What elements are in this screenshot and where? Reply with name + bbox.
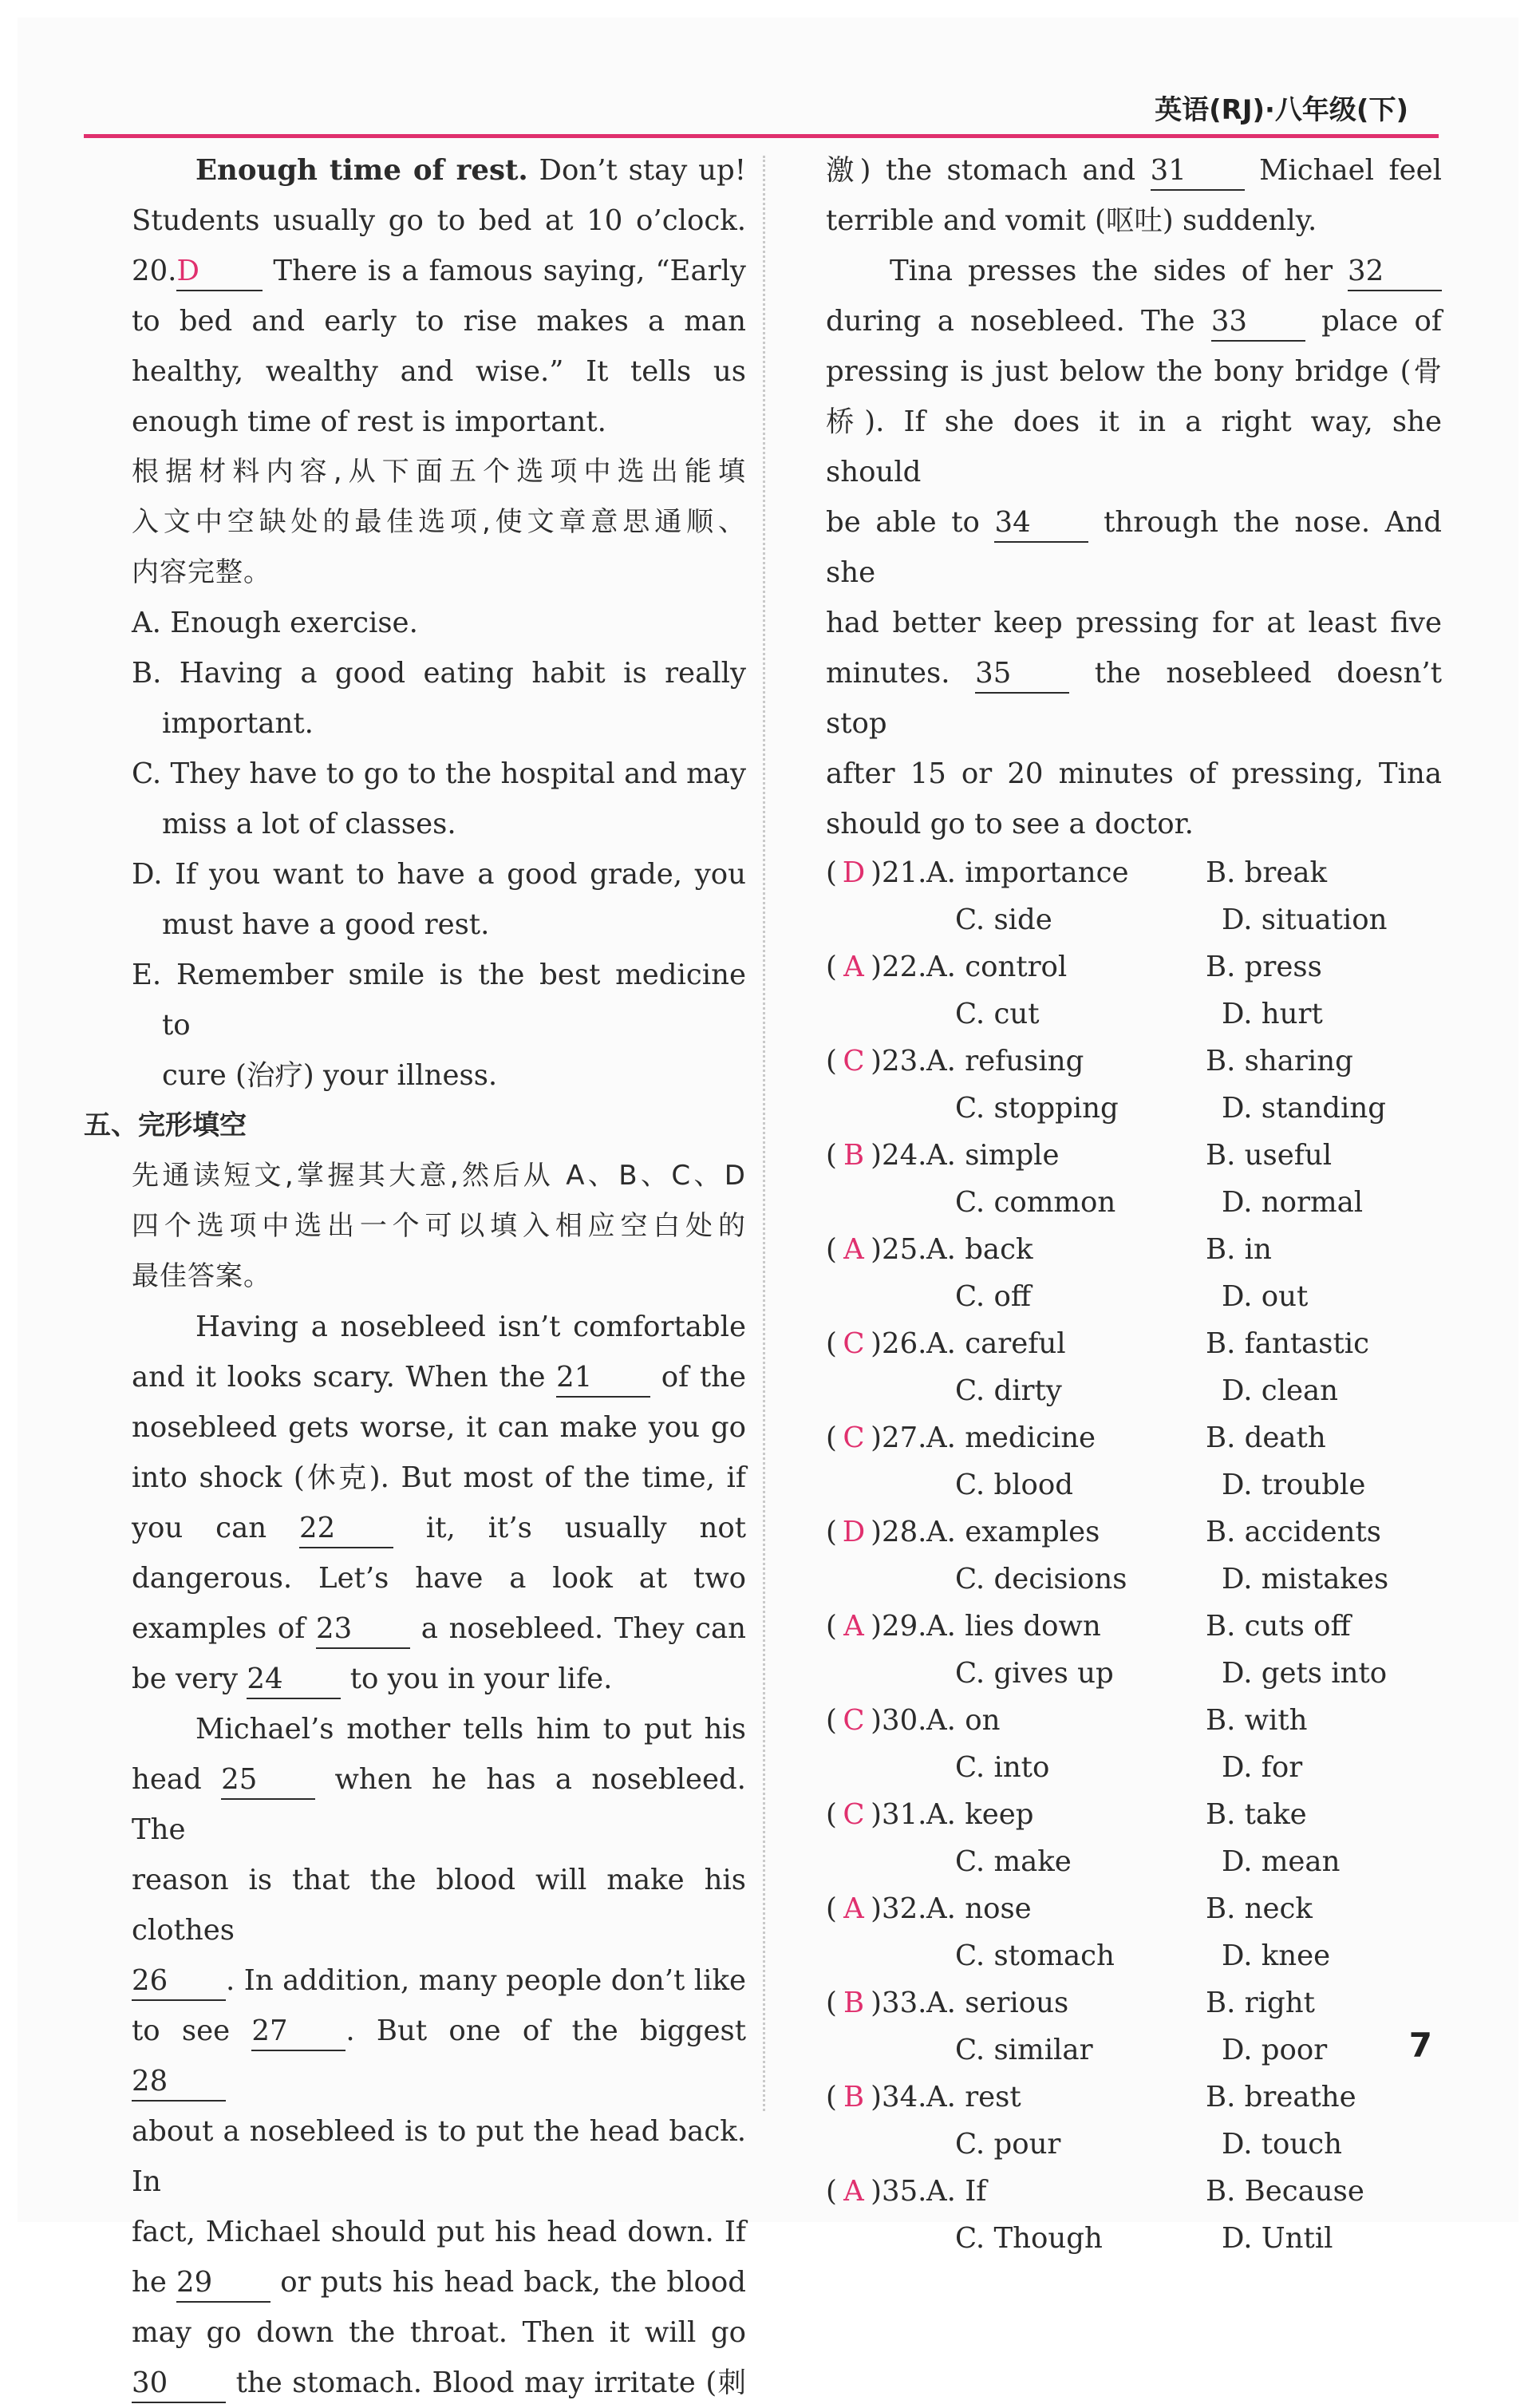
passage-line xyxy=(826,497,1442,598)
question-row xyxy=(826,1320,1442,1367)
option-e-cont: cure (治疗) your illness. xyxy=(162,1059,498,1092)
option-e: E. Remember smile is the best medicine to xyxy=(132,959,746,1042)
choice-c: C. off xyxy=(955,1280,1032,1313)
question-number: 26. xyxy=(882,1327,927,1360)
question-row-choices xyxy=(826,2121,1442,2168)
answer-bracket: ( C ) xyxy=(826,1791,882,1838)
choice-b: B. with xyxy=(1206,1704,1308,1737)
option-c-cont: miss a lot of classes. xyxy=(162,808,456,840)
choice-d: D. clean xyxy=(1222,1374,1339,1407)
question-number: 33. xyxy=(882,1987,927,2019)
text: when he has a nosebleed. The xyxy=(132,1763,746,1846)
question-row xyxy=(826,1697,1442,1744)
blank-30: 30 xyxy=(132,2365,226,2403)
passage-line xyxy=(826,145,1442,196)
text: or puts his head back, the blood xyxy=(280,2266,746,2299)
passage-line: fact, Michael should put his head down. If xyxy=(132,2216,746,2248)
question-row-choices xyxy=(826,1650,1442,1697)
passage-line: may go down the throat. Then it will go xyxy=(132,2316,746,2349)
question-row-choices xyxy=(826,1179,1442,1226)
answer-letter: B xyxy=(843,1139,865,1172)
choice-d: D. for xyxy=(1222,1751,1303,1784)
answer-letter: C xyxy=(843,1798,865,1831)
answer-letter: C xyxy=(843,1704,865,1737)
blank-33: 33 xyxy=(1211,303,1305,342)
text: place of xyxy=(1321,305,1442,338)
question-row xyxy=(826,1508,1442,1556)
answer-letter: D xyxy=(842,856,866,889)
choice-a: A. rest xyxy=(926,2081,1021,2113)
choice-c: C. make xyxy=(955,1845,1072,1878)
question-row xyxy=(826,1038,1442,1085)
answer-bracket: ( B ) xyxy=(826,1132,882,1179)
passage-line xyxy=(826,246,1442,296)
text: Michael feel xyxy=(1259,154,1442,187)
answer-bracket: ( A ) xyxy=(826,943,882,990)
choice-c: C. common xyxy=(955,1186,1116,1219)
passage-line: reason is that the blood will make his clothes xyxy=(132,1864,746,1947)
choice-a: A. control xyxy=(926,951,1068,983)
question-number: 22. xyxy=(882,951,927,983)
question-number: 21. xyxy=(882,856,927,889)
question-number: 34. xyxy=(882,2081,927,2113)
question-row-choices xyxy=(826,896,1442,943)
text: . But one of the biggest xyxy=(346,2015,746,2047)
column-divider xyxy=(763,156,765,2111)
choice-a: A. examples xyxy=(926,1516,1100,1548)
text-line: enough time of rest is important. xyxy=(132,405,606,438)
option-d: D. If you want to have a good grade, you xyxy=(132,858,746,891)
choice-c: C. stopping xyxy=(955,1092,1119,1125)
instruction-line: 入文中空缺处的最佳选项,使文章意思通顺、 xyxy=(132,506,746,538)
text: it, it’s usually not xyxy=(425,1512,746,1544)
answer-letter: A xyxy=(843,1233,864,1266)
text: to you in your life. xyxy=(349,1663,613,1695)
instruction-line: 内容完整。 xyxy=(132,556,271,588)
question-row-choices xyxy=(826,990,1442,1038)
answer-bracket: ( A ) xyxy=(826,1885,882,1932)
choice-b: B. accidents xyxy=(1206,1516,1382,1548)
choice-d: D. normal xyxy=(1222,1186,1364,1219)
answer-bracket: ( A ) xyxy=(826,1226,882,1273)
question-number: 29. xyxy=(882,1610,927,1643)
answer-letter: A xyxy=(843,951,864,983)
question-row xyxy=(826,1414,1442,1461)
header-rule xyxy=(84,134,1439,138)
question-row xyxy=(826,1885,1442,1932)
question-row-choices xyxy=(826,1556,1442,1603)
blank-25: 25 xyxy=(221,1762,315,1800)
question-row-choices xyxy=(826,1838,1442,1885)
question-row xyxy=(826,2074,1442,2121)
answer-letter: A xyxy=(843,2175,864,2208)
choice-b: B. in xyxy=(1206,1233,1272,1266)
option-a: A. Enough exercise. xyxy=(132,607,418,639)
page-number: 7 xyxy=(1408,2026,1432,2065)
choice-b: B. breathe xyxy=(1206,2081,1356,2113)
choice-b: B. right xyxy=(1206,1987,1315,2019)
choice-b: B. death xyxy=(1206,1421,1326,1454)
answer-bracket: ( D ) xyxy=(826,849,882,896)
answer-bracket: ( A ) xyxy=(826,1603,882,1650)
passage-line xyxy=(132,1654,746,1704)
choice-a: A. on xyxy=(926,1704,1001,1737)
passage-line xyxy=(132,2358,746,2408)
blank-22: 22 xyxy=(299,1510,393,1548)
blank-32: 32 xyxy=(1348,253,1442,291)
passage-line: into shock (休克). But most of the time, if xyxy=(132,1461,746,1494)
blank-27: 27 xyxy=(251,2013,346,2051)
blank-23: 23 xyxy=(316,1611,410,1649)
question-row-choices xyxy=(826,1273,1442,1320)
text: the stomach. Blood may irritate (刺 xyxy=(235,2366,746,2399)
section-title: 五、完形填空 xyxy=(84,1109,247,1141)
blank-31: 31 xyxy=(1151,152,1245,191)
text: a nosebleed. They can xyxy=(421,1612,747,1645)
question-number: 27. xyxy=(882,1421,927,1454)
text: be able to xyxy=(826,506,980,539)
question-number: 35. xyxy=(882,2175,927,2208)
choice-b: B. useful xyxy=(1206,1139,1333,1172)
text: to see xyxy=(132,2015,231,2047)
choice-a: A. nose xyxy=(926,1892,1032,1925)
bold-heading: Enough time of rest. xyxy=(195,154,528,187)
text: and it looks scary. When the xyxy=(132,1361,546,1394)
answer-letter: B xyxy=(843,1987,865,2019)
choice-d: D. mean xyxy=(1222,1845,1341,1878)
passage-line: had better keep pressing for at least five xyxy=(826,607,1442,639)
choice-b: B. press xyxy=(1206,951,1322,983)
choice-b: B. cuts off xyxy=(1206,1610,1351,1643)
question-number: 25. xyxy=(882,1233,927,1266)
answer-letter: C xyxy=(843,1421,865,1454)
left-column xyxy=(84,145,747,2408)
answer-letter: A xyxy=(843,1610,864,1643)
question-number: 24. xyxy=(882,1139,927,1172)
answer-letter: A xyxy=(843,1892,864,1925)
text: during a nosebleed. The xyxy=(826,305,1195,338)
choice-d: D. knee xyxy=(1222,1939,1331,1972)
blank-26: 26 xyxy=(132,1963,226,2001)
choice-a: A. serious xyxy=(926,1987,1069,2019)
text: you can xyxy=(132,1512,267,1544)
answer-letter: D xyxy=(842,1516,866,1548)
text: examples of xyxy=(132,1612,306,1645)
choice-a: A. refusing xyxy=(926,1045,1084,1077)
choice-c: C. into xyxy=(955,1751,1050,1784)
question-row-choices xyxy=(826,1367,1442,1414)
choice-c: C. similar xyxy=(955,2034,1093,2066)
text: of the xyxy=(661,1361,746,1394)
passage-line xyxy=(132,1603,746,1654)
passage-line: after 15 or 20 minutes of pressing, Tina xyxy=(826,757,1442,790)
choice-d: D. touch xyxy=(1222,2128,1343,2161)
choice-a: A. medicine xyxy=(926,1421,1096,1454)
question-row xyxy=(826,849,1442,896)
text: minutes. xyxy=(826,657,950,690)
text: the nosebleed doesn’t stop xyxy=(826,657,1442,740)
answer-bracket: ( C ) xyxy=(826,1320,882,1367)
passage-line: Having a nosebleed isn’t comfortable xyxy=(195,1311,746,1343)
blank-35: 35 xyxy=(975,655,1069,694)
blank-28: 28 xyxy=(132,2063,226,2102)
question-row xyxy=(826,1791,1442,1838)
choice-d: D. poor xyxy=(1222,2034,1328,2066)
choice-d: D. gets into xyxy=(1222,1657,1388,1690)
choice-b: B. break xyxy=(1206,856,1328,889)
question-row xyxy=(826,1979,1442,2026)
answer-bracket: ( D ) xyxy=(826,1508,882,1556)
choice-b: B. sharing xyxy=(1206,1045,1353,1077)
answer-blank-20: D xyxy=(176,253,263,291)
text-line: healthy, wealthy and wise.” It tells us xyxy=(132,355,746,388)
choice-c: C. dirty xyxy=(955,1374,1062,1407)
text: C. They have to go to the hospital and may xyxy=(132,757,746,790)
passage-line: pressing is just below the bony bridge (骨 xyxy=(826,355,1442,388)
choice-d: D. standing xyxy=(1222,1092,1386,1125)
blank-34: 34 xyxy=(994,504,1088,543)
choice-d: D. hurt xyxy=(1222,998,1323,1030)
choice-c: C. side xyxy=(955,903,1052,936)
passage-line xyxy=(826,648,1442,749)
question-row-choices xyxy=(826,2026,1442,2074)
question-row-choices xyxy=(826,2215,1442,2262)
instruction-line: 根据材料内容,从下面五个选项中选出能填 xyxy=(132,456,746,488)
choice-a: A. importance xyxy=(926,856,1129,889)
text-line: Students usually go to bed at 10 o’clock. xyxy=(132,204,746,237)
question-row-choices xyxy=(826,1461,1442,1508)
text: head xyxy=(132,1763,202,1796)
passage-line xyxy=(132,2006,746,2106)
question-row-choices xyxy=(826,1932,1442,1979)
question-row xyxy=(826,1603,1442,1650)
blank-21: 21 xyxy=(556,1359,650,1398)
right-column xyxy=(826,145,1442,2262)
choice-c: C. Though xyxy=(955,2222,1103,2255)
choice-a: A. keep xyxy=(926,1798,1034,1831)
question-20 xyxy=(132,246,746,296)
choice-b: B. take xyxy=(1206,1798,1307,1831)
question-number: 30. xyxy=(882,1704,927,1737)
choice-d: D. situation xyxy=(1222,903,1388,936)
section-instruction: 四个选项中选出一个可以填入相应空白处的 xyxy=(132,1210,746,1242)
choice-a: A. lies down xyxy=(926,1610,1101,1643)
choice-c: C. stomach xyxy=(955,1939,1115,1972)
passage-line: about a nosebleed is to put the head back. In xyxy=(132,2115,746,2198)
passage-line xyxy=(826,296,1442,346)
answer-bracket: ( C ) xyxy=(826,1697,882,1744)
question-row xyxy=(826,1132,1442,1179)
choice-a: A. back xyxy=(926,1233,1033,1266)
choice-d: D. Until xyxy=(1222,2222,1333,2255)
choice-d: D. trouble xyxy=(1222,1469,1366,1501)
text: There is a famous saying, “Early xyxy=(273,255,746,287)
passage-line: 桥). If she does it in a right way, she should xyxy=(826,405,1442,488)
question-number: 20. xyxy=(132,255,177,287)
text: . In addition, many people don’t like xyxy=(226,1964,746,1997)
passage-line xyxy=(132,1503,746,1553)
answer-bracket: ( C ) xyxy=(826,1414,882,1461)
passage-line: Michael’s mother tells him to put his xyxy=(195,1713,746,1746)
text: Tina presses the sides of her xyxy=(890,255,1333,287)
question-row xyxy=(826,2168,1442,2215)
text: be very xyxy=(132,1663,239,1695)
choice-b: B. Because xyxy=(1206,2175,1364,2208)
choice-b: B. neck xyxy=(1206,1892,1313,1925)
passage-line xyxy=(132,1754,746,1855)
passage-line: nosebleed gets worse, it can make you go xyxy=(132,1411,746,1444)
passage-line xyxy=(132,1352,746,1402)
text-line: to bed and early to rise makes a man xyxy=(132,305,746,338)
answer-letter: C xyxy=(843,1045,865,1077)
question-row-choices xyxy=(826,1085,1442,1132)
choice-b: B. fantastic xyxy=(1206,1327,1369,1360)
question-number: 32. xyxy=(882,1892,927,1925)
passage-line xyxy=(132,2257,746,2307)
choice-a: A. simple xyxy=(926,1139,1060,1172)
choice-a: A. If xyxy=(926,2175,987,2208)
answer-bracket: ( A ) xyxy=(826,2168,882,2215)
answer-bracket: ( C ) xyxy=(826,1038,882,1085)
passage-line: should go to see a doctor. xyxy=(826,808,1194,840)
section-instruction: 最佳答案。 xyxy=(132,1260,271,1292)
text: 激) the stomach and xyxy=(826,154,1136,187)
text: he xyxy=(132,2266,167,2299)
question-row xyxy=(826,1226,1442,1273)
option-b: B. Having a good eating habit is really important. xyxy=(132,657,746,740)
choice-c: C. cut xyxy=(955,998,1040,1030)
choice-a: A. careful xyxy=(926,1327,1066,1360)
blank-29: 29 xyxy=(176,2264,270,2303)
answer-bracket: ( B ) xyxy=(826,2074,882,2121)
choice-c: C. decisions xyxy=(955,1563,1127,1595)
section-instruction: 先通读短文,掌握其大意,然后从 A、B、C、D xyxy=(132,1160,746,1192)
blank-24: 24 xyxy=(247,1661,341,1699)
text: Don’t stay up! xyxy=(527,154,746,187)
option-d-cont: must have a good rest. xyxy=(162,908,490,941)
question-number: 31. xyxy=(882,1798,927,1831)
choice-c: C. gives up xyxy=(955,1657,1114,1690)
option-c xyxy=(132,749,746,799)
choice-c: C. blood xyxy=(955,1469,1074,1501)
passage-line xyxy=(132,1955,746,2006)
question-list xyxy=(826,849,1442,2262)
passage-line: dangerous. Let’s have a look at two xyxy=(132,1562,746,1595)
passage-line: terrible and vomit (呕吐) suddenly. xyxy=(826,204,1317,237)
question-row-choices xyxy=(826,1744,1442,1791)
paragraph xyxy=(132,145,746,196)
text: through the nose. And she xyxy=(826,506,1442,589)
page-header: 英语(RJ)·八年级(下) xyxy=(1155,94,1408,126)
question-row xyxy=(826,943,1442,990)
answer-letter: C xyxy=(843,1327,865,1360)
choice-d: D. out xyxy=(1222,1280,1309,1313)
question-number: 23. xyxy=(882,1045,927,1077)
question-number: 28. xyxy=(882,1516,927,1548)
answer-letter: B xyxy=(843,2081,865,2113)
choice-c: C. pour xyxy=(955,2128,1061,2161)
choice-d: D. mistakes xyxy=(1222,1563,1389,1595)
answer-bracket: ( B ) xyxy=(826,1979,882,2026)
